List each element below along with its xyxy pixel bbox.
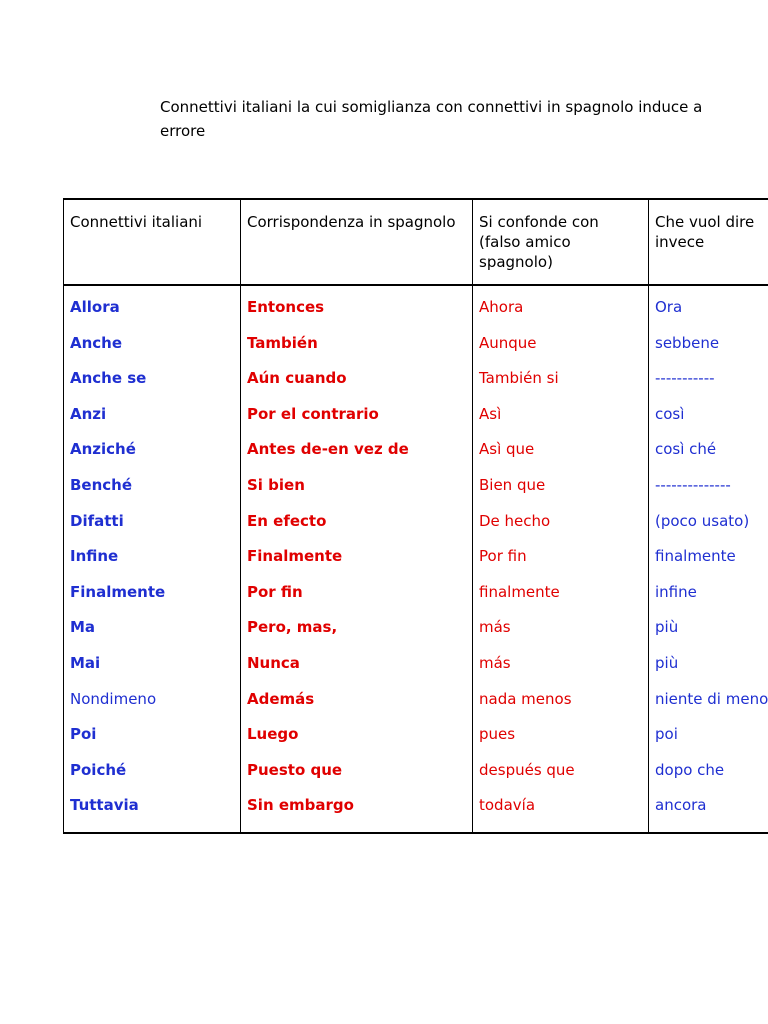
cell-meaning: ancora	[649, 788, 768, 833]
cell-meaning: Ora	[649, 285, 768, 326]
table-row	[64, 504, 768, 540]
table-row	[64, 361, 768, 397]
cell-italian: Nondimeno	[64, 682, 241, 718]
cell-false-friend: También si	[473, 361, 649, 397]
cell-meaning: così	[649, 397, 768, 433]
cell-italian: Anche se	[64, 361, 241, 397]
header-meaning: Che vuol dire invece	[649, 199, 768, 285]
cell-false-friend: después que	[473, 753, 649, 789]
page-title: Connettivi italiani la cui somiglianza con connettivi in spagnolo induce a errore	[160, 98, 703, 140]
cell-italian: Finalmente	[64, 575, 241, 611]
header-false-friend: Si confonde con (falso amico spagnolo)	[473, 199, 649, 285]
cell-false-friend: pues	[473, 717, 649, 753]
cell-false-friend: nada menos	[473, 682, 649, 718]
cell-italian: Mai	[64, 646, 241, 682]
cell-meaning: più	[649, 646, 768, 682]
cell-italian: Anziché	[64, 432, 241, 468]
cell-italian: Poi	[64, 717, 241, 753]
table-row	[64, 575, 768, 611]
table-row	[64, 717, 768, 753]
cell-false-friend: De hecho	[473, 504, 649, 540]
cell-false-friend: Bien que	[473, 468, 649, 504]
cell-spanish: Si bien	[241, 468, 473, 504]
table-row	[64, 326, 768, 362]
table-row	[64, 682, 768, 718]
cell-meaning: dopo che	[649, 753, 768, 789]
cell-false-friend: finalmente	[473, 575, 649, 611]
cell-false-friend: Aunque	[473, 326, 649, 362]
table-row	[64, 432, 768, 468]
cell-spanish: Además	[241, 682, 473, 718]
cell-meaning: niente di meno	[649, 682, 768, 718]
cell-false-friend: más	[473, 610, 649, 646]
cell-false-friend: más	[473, 646, 649, 682]
cell-meaning: più	[649, 610, 768, 646]
cell-italian: Tuttavia	[64, 788, 241, 833]
cell-meaning: --------------	[649, 468, 768, 504]
header-spanish: Corrispondenza in spagnolo	[241, 199, 473, 285]
cell-italian: Benché	[64, 468, 241, 504]
table-row	[64, 539, 768, 575]
cell-spanish: Nunca	[241, 646, 473, 682]
cell-meaning: finalmente	[649, 539, 768, 575]
cell-italian: Ma	[64, 610, 241, 646]
table-row	[64, 397, 768, 433]
cell-spanish: Por el contrario	[241, 397, 473, 433]
table-row	[64, 753, 768, 789]
cell-spanish: Pero, mas,	[241, 610, 473, 646]
table-row	[64, 646, 768, 682]
cell-spanish: Finalmente	[241, 539, 473, 575]
cell-italian: Poiché	[64, 753, 241, 789]
cell-meaning: così ché	[649, 432, 768, 468]
cell-meaning: poi	[649, 717, 768, 753]
cell-false-friend: Asì que	[473, 432, 649, 468]
cell-false-friend: todavía	[473, 788, 649, 833]
cell-spanish: Luego	[241, 717, 473, 753]
cell-italian: Infine	[64, 539, 241, 575]
header-italian: Connettivi italiani	[64, 199, 241, 285]
connectives-table	[63, 198, 768, 834]
cell-italian: Difatti	[64, 504, 241, 540]
cell-spanish: Por fin	[241, 575, 473, 611]
cell-italian: Anzi	[64, 397, 241, 433]
table-row	[64, 468, 768, 504]
cell-meaning: -----------	[649, 361, 768, 397]
cell-spanish: Sin embargo	[241, 788, 473, 833]
table-row	[64, 610, 768, 646]
cell-false-friend: Asì	[473, 397, 649, 433]
cell-spanish: Puesto que	[241, 753, 473, 789]
table-row	[64, 285, 768, 326]
connectives-table-container	[63, 198, 768, 838]
cell-meaning: (poco usato)	[649, 504, 768, 540]
cell-meaning: infine	[649, 575, 768, 611]
cell-spanish: También	[241, 326, 473, 362]
cell-spanish: Entonces	[241, 285, 473, 326]
cell-false-friend: Ahora	[473, 285, 649, 326]
cell-spanish: Antes de-en vez de	[241, 432, 473, 468]
cell-spanish: Aún cuando	[241, 361, 473, 397]
cell-spanish: En efecto	[241, 504, 473, 540]
cell-false-friend: Por fin	[473, 539, 649, 575]
cell-italian: Anche	[64, 326, 241, 362]
cell-meaning: sebbene	[649, 326, 768, 362]
cell-italian: Allora	[64, 285, 241, 326]
table-header-row	[64, 199, 768, 285]
table-row	[64, 788, 768, 833]
